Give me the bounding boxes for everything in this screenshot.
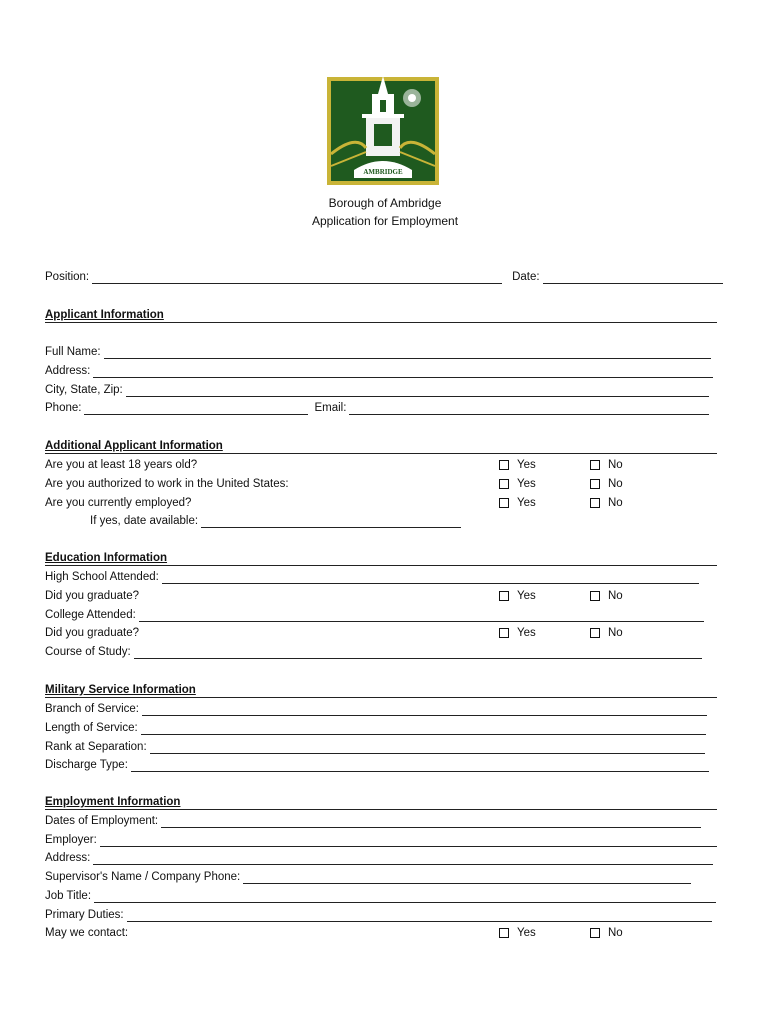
full-name-field[interactable] — [104, 348, 711, 359]
checkbox-icon — [499, 460, 509, 470]
college-row — [45, 608, 704, 622]
dates-field[interactable] — [161, 817, 701, 828]
checkbox-icon — [590, 591, 600, 601]
checkbox-icon — [499, 591, 509, 601]
length-label: Length of Service: — [45, 722, 138, 734]
checkbox-icon — [499, 928, 509, 938]
high-school-label: High School Attended: — [45, 571, 159, 583]
graduate-hs: Did you graduate? — [45, 590, 139, 602]
q-age-no[interactable]: No — [590, 458, 623, 472]
high-school-field[interactable] — [162, 573, 699, 584]
graduate-college: Did you graduate? — [45, 627, 139, 639]
q-authorized-no[interactable]: No — [590, 477, 623, 491]
form-title: Application for Employment — [311, 214, 459, 228]
checkbox-icon — [499, 498, 509, 508]
address-row — [45, 364, 713, 378]
checkbox-icon — [590, 479, 600, 489]
discharge-field[interactable] — [131, 761, 709, 772]
emp-address-field[interactable] — [93, 854, 713, 865]
date-available-field[interactable] — [201, 517, 461, 528]
length-row — [45, 721, 706, 735]
rank-row — [45, 740, 705, 754]
q-authorized-yes[interactable]: Yes — [499, 477, 536, 491]
college-label: College Attended: — [45, 609, 136, 621]
q-authorized: Are you authorized to work in the United States: — [45, 478, 289, 490]
date-available-row — [90, 514, 461, 528]
course-label: Course of Study: — [45, 646, 131, 658]
checkbox-icon — [590, 498, 600, 508]
checkbox-icon — [590, 628, 600, 638]
org-name: Borough of Ambridge — [328, 196, 442, 210]
q-age-yes[interactable]: Yes — [499, 458, 536, 472]
applicant-heading: Applicant Information — [45, 308, 717, 323]
high-school-row — [45, 570, 699, 584]
employer-row — [45, 833, 717, 847]
contact-no[interactable]: No — [590, 926, 623, 940]
job-title-field[interactable] — [94, 892, 716, 903]
branch-label: Branch of Service: — [45, 703, 139, 715]
contact-yes[interactable]: Yes — [499, 926, 536, 940]
discharge-row — [45, 758, 709, 772]
employer-label: Employer: — [45, 834, 97, 846]
military-heading: Military Service Information — [45, 683, 717, 698]
college-field[interactable] — [139, 611, 704, 622]
position-field[interactable] — [92, 273, 502, 284]
supervisor-field[interactable] — [243, 873, 691, 884]
phone-label: Phone: — [45, 402, 82, 414]
q-employed: Are you currently employed? — [45, 497, 192, 509]
address-field[interactable] — [93, 367, 713, 378]
branch-row — [45, 702, 707, 716]
discharge-label: Discharge Type: — [45, 759, 128, 771]
address-label: Address: — [45, 365, 91, 377]
q-employed-yes[interactable]: Yes — [499, 496, 536, 510]
may-contact: May we contact: — [45, 927, 129, 939]
supervisor-label: Supervisor's Name / Company Phone: — [45, 871, 241, 883]
graduate-hs-yes[interactable]: Yes — [499, 589, 536, 603]
date-field[interactable] — [543, 273, 723, 284]
city-field[interactable] — [126, 386, 709, 397]
q-employed-no[interactable]: No — [590, 496, 623, 510]
position-label: Position: — [45, 271, 90, 283]
employment-heading: Employment Information — [45, 795, 717, 810]
full-name-label: Full Name: — [45, 346, 101, 358]
email-field[interactable] — [349, 404, 709, 415]
graduate-hs-no[interactable]: No — [590, 589, 623, 603]
email-label: Email: — [314, 402, 347, 414]
checkbox-icon — [590, 460, 600, 470]
q-age: Are you at least 18 years old? — [45, 459, 198, 471]
graduate-college-yes[interactable]: Yes — [499, 626, 536, 640]
phone-email-row — [45, 401, 709, 415]
seal-banner: AMBRIDGE — [363, 168, 403, 176]
course-field[interactable] — [134, 648, 702, 659]
date-available-label: If yes, date available: — [90, 515, 199, 527]
position-row — [45, 270, 723, 284]
rank-label: Rank at Separation: — [45, 741, 147, 753]
job-title-row — [45, 889, 716, 903]
education-heading: Education Information — [45, 551, 717, 566]
additional-heading: Additional Applicant Information — [45, 439, 717, 454]
duties-label: Primary Duties: — [45, 909, 124, 921]
dates-label: Dates of Employment: — [45, 815, 159, 827]
duties-field[interactable] — [127, 911, 712, 922]
duties-row — [45, 908, 712, 922]
branch-field[interactable] — [142, 705, 707, 716]
checkbox-icon — [590, 928, 600, 938]
employer-field[interactable] — [100, 836, 717, 847]
dates-row — [45, 814, 701, 828]
city-label: City, State, Zip: — [45, 384, 123, 396]
phone-field[interactable] — [84, 404, 308, 415]
course-row — [45, 645, 702, 659]
emp-address-label: Address: — [45, 852, 91, 864]
length-field[interactable] — [141, 724, 706, 735]
checkbox-icon — [499, 479, 509, 489]
checkbox-icon — [499, 628, 509, 638]
job-title-label: Job Title: — [45, 890, 92, 902]
rank-field[interactable] — [150, 743, 705, 754]
emp-address-row — [45, 851, 713, 865]
borough-seal-logo — [326, 74, 440, 186]
city-row — [45, 383, 709, 397]
supervisor-row — [45, 870, 691, 884]
full-name-row — [45, 345, 711, 359]
graduate-college-no[interactable]: No — [590, 626, 623, 640]
date-label: Date: — [512, 271, 540, 283]
